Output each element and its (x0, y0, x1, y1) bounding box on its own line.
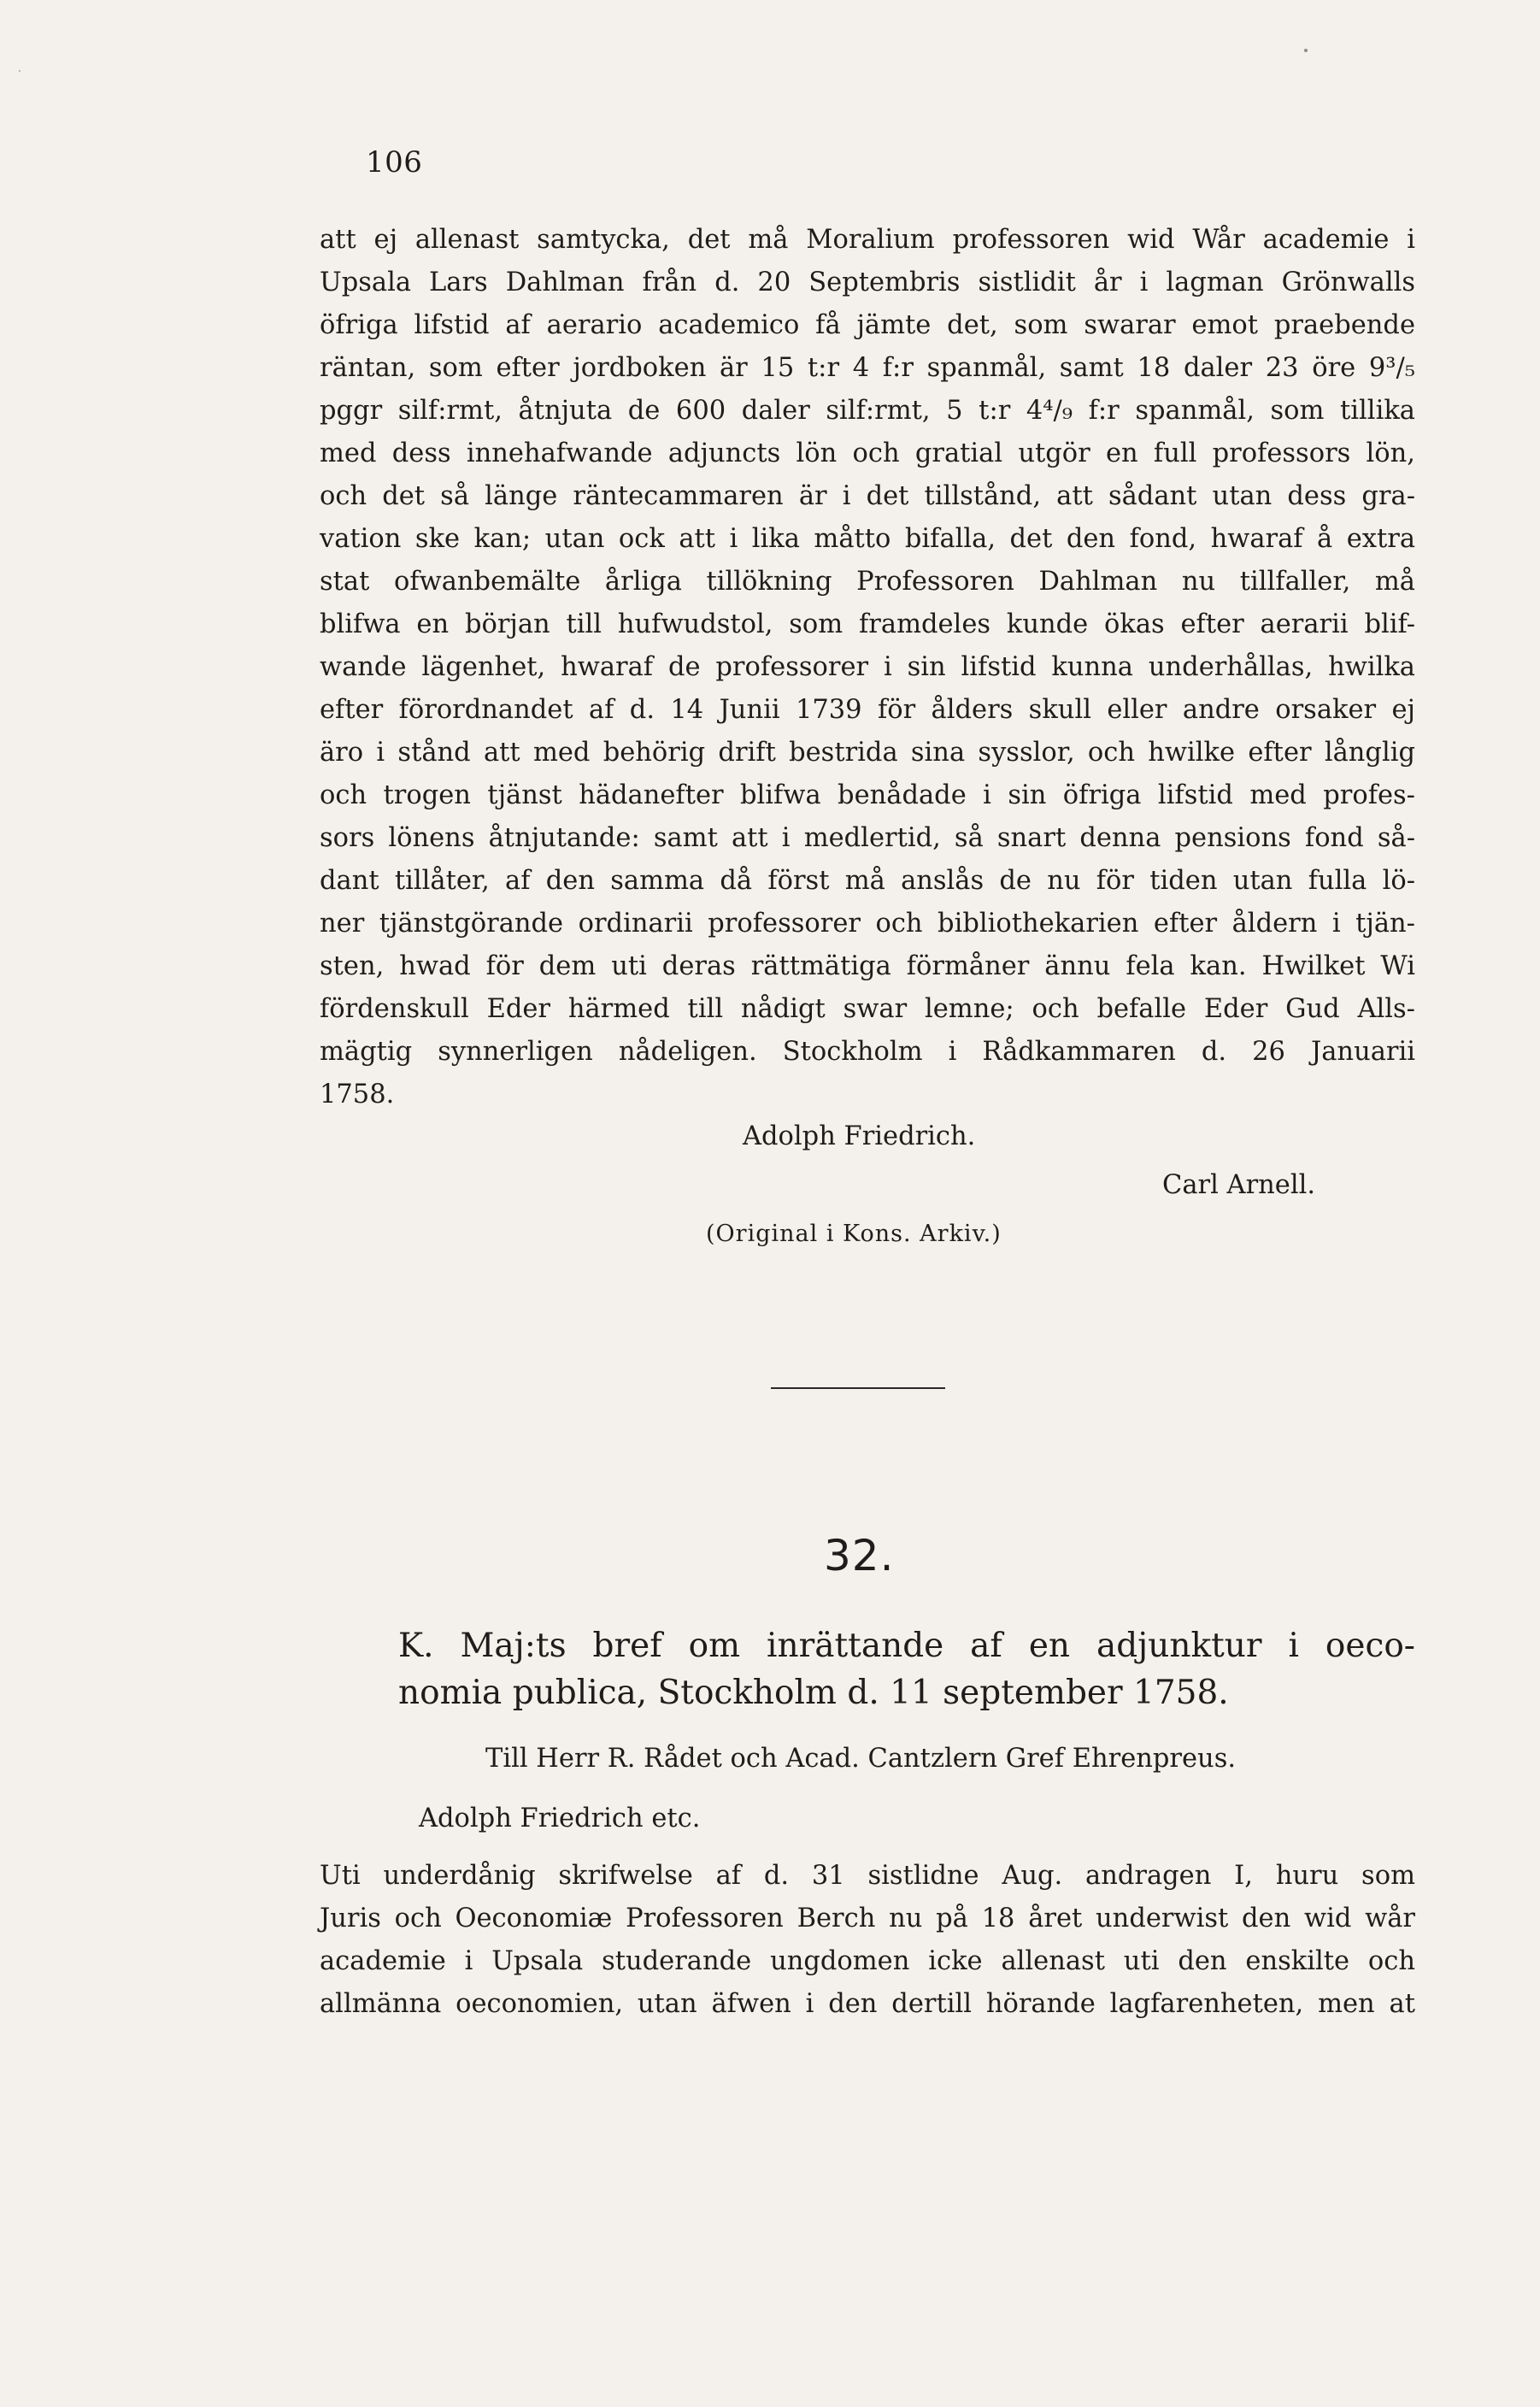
body-line: fördenskull Eder härmed till nådigt swar lemne; och befalle Eder Gud Alls- (320, 994, 1415, 1024)
body-line: Uti underdånig skrifwelse af d. 31 sistlidne Aug. andragen I, huru som (320, 1861, 1415, 1891)
body-line: och trogen tjänst hädanefter blifwa benådade i sin öfriga lifstid med profes- (320, 780, 1415, 810)
section-number: 32. (824, 1531, 895, 1580)
body-line: blifwa en början till hufwudstol, som framdeles kunde ökas efter aerarii blif- (320, 609, 1415, 639)
page-number: 106 (366, 145, 423, 179)
source-note: (Original i Kons. Arkiv.) (706, 1221, 1002, 1247)
body-line: och det så länge räntecammaren är i det tillstånd, att sådant utan dess gra- (320, 481, 1415, 511)
paper-speck (19, 70, 21, 72)
section-title-line: K. Maj:ts bref om inrättande af en adjunktur i oeco- (398, 1627, 1415, 1665)
section-title (398, 1622, 1415, 1716)
body-line: Upsala Lars Dahlman från d. 20 Septembris sistlidit år i lagman Grönwalls (320, 268, 1415, 297)
body-line: allmänna oeconomien, utan äfwen i den dertill hörande lagfarenheten, men at (320, 1989, 1415, 2019)
body-line: mägtig synnerligen nådeligen. Stockholm i Rådkammaren d. 26 Januarii (320, 1037, 1415, 1067)
body-line: vation ske kan; utan ock att i lika måtto bifalla, det den fond, hwaraf å extra (320, 524, 1415, 554)
body-line: sors lönens åtnjutande: samt att i medlertid, så snart denna pensions fond så- (320, 823, 1415, 853)
body-line: äro i stånd att med behörig drift bestrida sina sysslor, och hwilke efter långlig (320, 738, 1415, 768)
body-line: wande lägenhet, hwaraf de professorer i sin lifstid kunna underhållas, hwilka (320, 652, 1415, 682)
section-divider (771, 1387, 945, 1389)
signature-secretary: Carl Arnell. (1162, 1170, 1316, 1200)
second-body-text (320, 1855, 1415, 2026)
body-line: att ej allenast samtycka, det må Moralium professoren wid Wår academie i (320, 225, 1415, 255)
paper-speck (1304, 49, 1308, 52)
body-line: 1758. (320, 1080, 395, 1109)
main-body-text (320, 219, 1415, 1116)
body-line: academie i Upsala studerande ungdomen icke allenast uti den enskilte och (320, 1946, 1415, 1976)
king-salutation: Adolph Friedrich etc. (419, 1804, 701, 1833)
body-line: Juris och Oeconomiæ Professoren Berch nu på 18 året underwist den wid wår (320, 1904, 1415, 1933)
signature-king: Adolph Friedrich. (743, 1121, 976, 1151)
body-line: öfriga lifstid af aerario academico få jämte det, som swarar emot praebende (320, 310, 1415, 340)
address-line: Till Herr R. Rådet och Acad. Cantzlern Gref Ehrenpreus. (485, 1744, 1237, 1774)
body-line: pggr silf:rmt, åtnjuta de 600 daler silf:rmt, 5 t:r 4⁴/₉ f:r spanmål, som tillika (320, 396, 1415, 426)
section-title-line: nomia publica, Stockholm d. 11 september 1758. (398, 1674, 1229, 1712)
body-line: ner tjänstgörande ordinarii professorer och bibliothekarien efter åldern i tjän- (320, 909, 1415, 939)
body-line: dant tillåter, af den samma då först må anslås de nu för tiden utan fulla lö- (320, 866, 1415, 896)
body-line: räntan, som efter jordboken är 15 t:r 4 f:r spanmål, samt 18 daler 23 öre 9³/₅ (320, 353, 1415, 383)
body-line: efter förordnandet af d. 14 Junii 1739 för ålders skull eller andre orsaker ej (320, 695, 1415, 725)
body-line: med dess innehafwande adjuncts lön och gratial utgör en full professors lön, (320, 438, 1415, 468)
body-line: sten, hwad för dem uti deras rättmätiga förmåner ännu fela kan. Hwilket Wi (320, 951, 1415, 981)
body-line: stat ofwanbemälte årliga tillökning Professoren Dahlman nu tillfaller, må (320, 567, 1415, 597)
